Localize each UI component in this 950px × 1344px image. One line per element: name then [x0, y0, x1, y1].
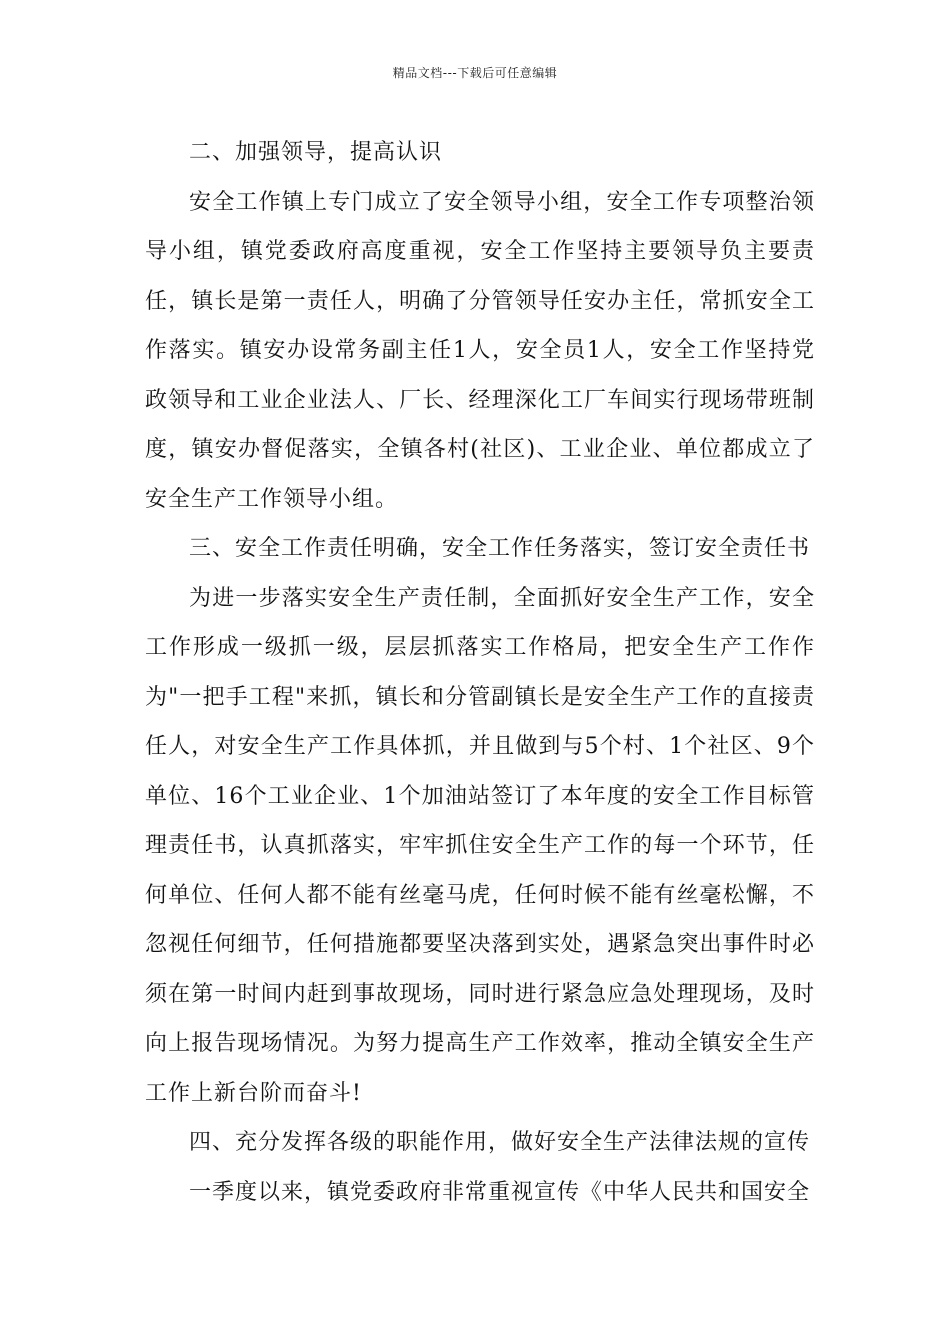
section-heading-2: 二、加强领导，提高认识	[189, 140, 443, 165]
section-heading-3: 三、安全工作责任明确，安全工作任务落实，签订安全责任书	[189, 536, 811, 561]
section-paragraph-2: 安全工作镇上专门成立了安全领导小组，安全工作专项整治领导小组，镇党委政府高度重视，安全工作坚持主要领导负主要责任，镇长是第一责任人，明确了分管领导任安办主任，常抓安全工作落实。镇安办设常务副主任1人，安全员1人，安全工作坚持党政领导和工业企业法人、厂长、经理深化工厂车间实行现场带班制度，镇安办督促落实，全镇各村(社区)、工业企业、单位都成立了安全生产工作领导小组。	[145, 189, 815, 512]
section-paragraph-4: 一季度以来，镇党委政府非常重视宣传《中华人民共和国安全	[189, 1179, 811, 1205]
page-header: 精品文档---下载后可任意编辑	[392, 66, 558, 80]
section-paragraph-3: 为进一步落实安全生产责任制，全面抓好安全生产工作，安全工作形成一级抓一级，层层抓落实工作格局，把安全生产工作作为"一把手工程"来抓，镇长和分管副镇长是安全生产工作的直接责任人，对安全生产工作具体抓，并且做到与5个村、1个社区、9个单位、16个工业企业、1个加油站签订了本年度的安全工作目标管理责任书，认真抓落实，牢牢抓住安全生产工作的每一个环节，任何单位、任何人都不能有丝毫马虎，任何时候不能有丝毫松懈，不忽视任何细节，任何措施都要坚决落到实处，遇紧急突出事件时必须在第一时间内赶到事故现场，同时进行紧急应急处理现场，及时向上报告现场情况。为努力提高生产工作效率，推动全镇安全生产工作上新台阶而奋斗!	[145, 585, 815, 1106]
document-body	[145, 128, 815, 1217]
section-heading-4: 四、充分发挥各级的职能作用，做好安全生产法律法规的宣传	[189, 1130, 811, 1155]
